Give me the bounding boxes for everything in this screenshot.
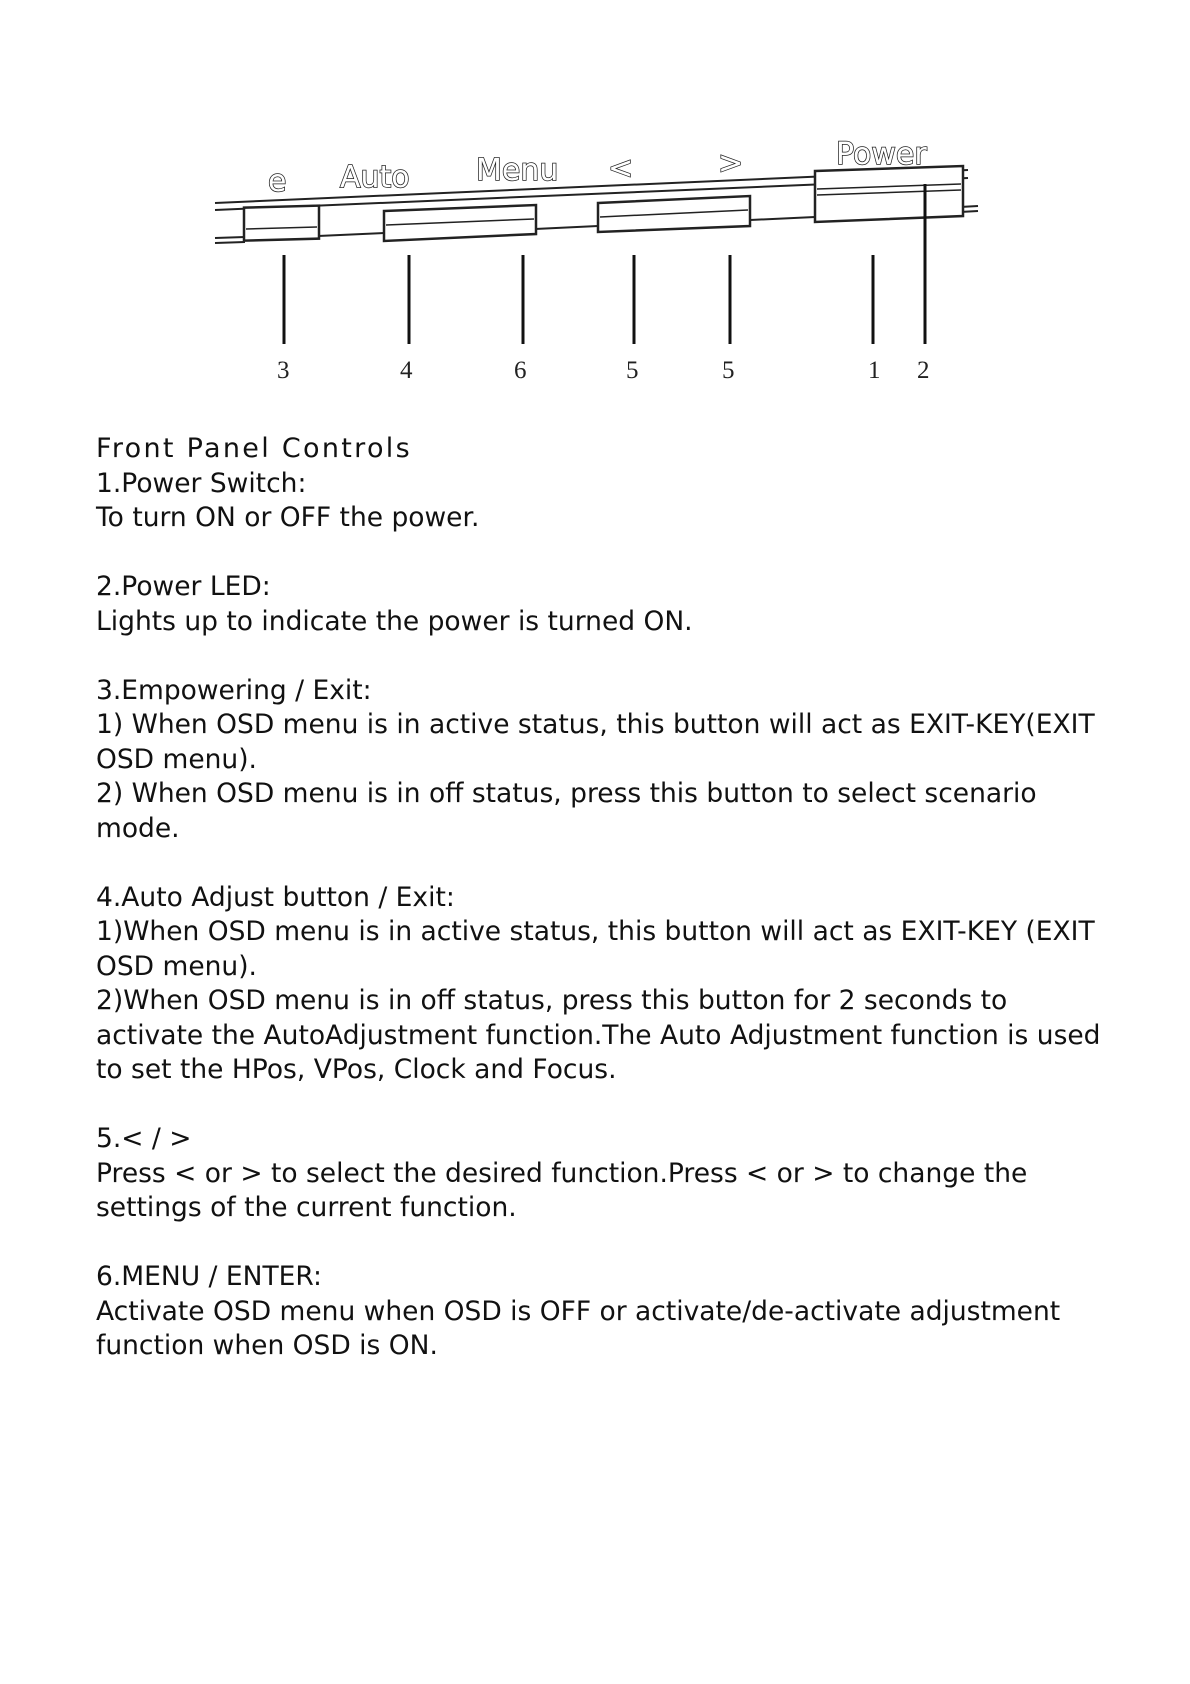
power-button-shape [815,166,963,222]
section-text: Activate OSD menu when OSD is OFF or activate/de-activate adjustment function when OSD is ON. [96,1295,1061,1361]
section-text: Press < or > to select the desired function.Press < or > to change the settings of the current function. [96,1157,1028,1223]
section-title: 6.MENU / ENTER: [96,1261,322,1292]
exit-label: e [268,164,287,199]
section-title: 2.Power LED: [96,571,271,602]
menu-arrows-button-shape [598,196,750,232]
section-heading: Front Panel Controls [96,433,412,464]
section-text: To turn ON or OFF the power. [96,502,480,533]
document-body [96,432,1106,1398]
callout-number: 5 [626,357,639,384]
callout-number: 2 [917,357,930,384]
auto-button-shape [384,205,536,241]
power-label: Power [836,137,927,172]
callout-number: 3 [277,357,290,384]
menu-enter-section [96,1260,1106,1364]
section-title: 5.< / > [96,1123,192,1154]
power-switch-section [96,467,1106,536]
callout-number: 1 [868,357,881,384]
section-text: 1) When OSD menu is in active status, this button will act as EXIT-KEY(EXIT OSD menu). [96,709,1095,775]
empowering-exit-section [96,674,1106,847]
auto-adjust-section [96,881,1106,1088]
section-text: 1)When OSD menu is in active status, this button will act as EXIT-KEY (EXIT OSD menu). [96,916,1095,982]
right-arrow-label: > [718,146,744,181]
section-title: 3.Empowering / Exit: [96,674,372,706]
power-led-section [96,570,1106,639]
callout-number: 4 [400,357,413,384]
menu-label: Menu [476,153,559,188]
auto-label: Auto [340,160,410,195]
section-text: Lights up to indicate the power is turned ON. [96,605,693,637]
section-title: 1.Power Switch: [96,467,307,499]
section-text: 2) When OSD menu is in off status, press this button to select scenario mode. [96,778,1037,844]
section-title: 4.Auto Adjust button / Exit: [96,881,455,913]
callout-number: 5 [722,357,735,384]
section-text: 2)When OSD menu is in off status, press this button for 2 seconds to activate the AutoAdjustment function.The Auto Adjustment function is used to set the HPos, VPos, Clock and Focus. [96,985,1101,1085]
arrow-keys-section [96,1122,1106,1226]
exit-button-shape [244,206,319,241]
callout-number: 6 [514,357,527,384]
front-panel-diagram [0,0,1190,420]
left-arrow-label: < [608,151,634,186]
